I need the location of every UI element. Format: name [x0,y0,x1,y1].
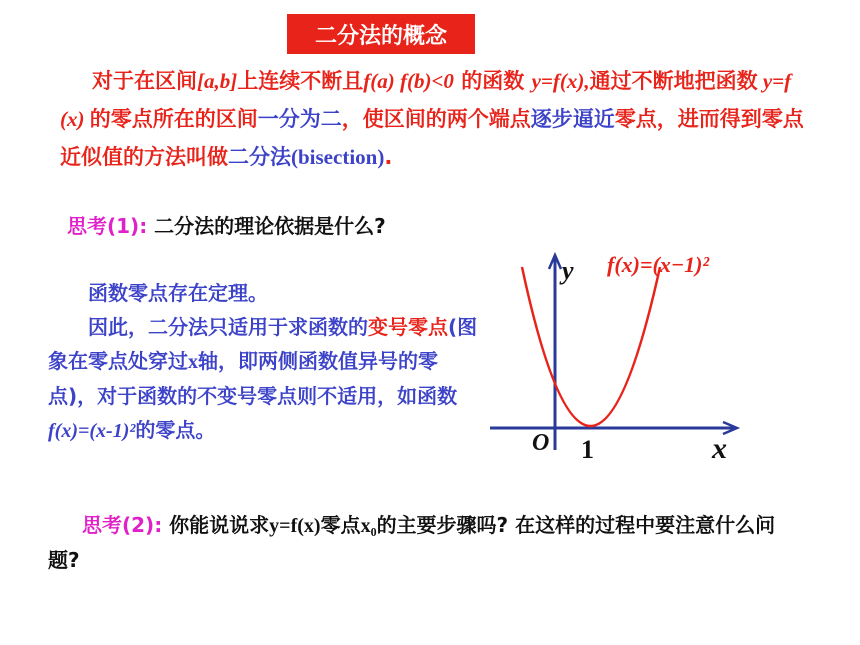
parabola-curve [522,267,660,426]
answer-red-term: 变号零点 [368,315,448,339]
formula-label: f(x)=(x−1)² [607,252,710,277]
think2-label: 思考(2): [82,513,163,537]
answer-line-1: 函数零点存在定理。 [88,281,268,305]
x-axis-label: x [712,432,727,465]
def-text-6: ，使区间的两个端点 [341,107,531,131]
tick-label-1: 1 [581,435,594,464]
def-end: . [384,145,393,169]
think1-question: 二分法的理论依据是什么? [147,214,386,238]
slide-title: 二分法的概念 [287,14,475,54]
def-function-2: y=f (x) [60,69,792,131]
answer-line-4: 的零点。 [135,418,216,442]
def-text-1: 对于在区间 [92,69,197,93]
def-english-term: (bisection) [291,145,385,169]
def-text-5: 的零点所在的区间 [89,107,258,131]
def-highlight-1: 一分为二 [257,107,342,131]
think-question-1 [67,210,386,239]
think2-text-3: 的主要步骤吗? 在这样的过程中要注意什么问题? [48,513,776,572]
think2-text-1: 你能说说求 [162,513,270,537]
y-axis-label: y [562,256,574,285]
parabola-graph [480,245,750,475]
think2-text-2: 零点 [320,513,361,537]
think1-label: 思考(1): [67,214,148,238]
think-question-2 [48,508,788,577]
def-interval: [a,b] [197,69,238,93]
def-condition: f(a) f(b)<0 [363,69,454,93]
def-text-3: 的函数 [453,69,532,93]
think2-function: y=f(x) [269,515,321,537]
def-text-7: 零点，进而得到零点近似值的方法叫做 [60,107,804,169]
def-text-4: 通过不断地把函数 [589,69,758,93]
def-text-2: 上连续不断且 [237,69,364,93]
answer-x: x [188,351,198,373]
definition-paragraph [60,62,820,176]
answer-line-2: 因此，二分法只适用于求函数的 [88,315,368,339]
def-highlight-3: 二分法 [228,145,291,169]
def-function: y=f(x), [531,69,590,93]
answer-paragraph [48,276,478,448]
origin-label: O [532,430,550,456]
answer-line-3b: 轴，即两侧函数值异号的零点)，对于函数的不变号零点则不适用，如函数 [48,349,458,408]
answer-function: f(x)=(x-1)² [48,420,136,442]
def-highlight-2: 逐步逼近 [530,107,615,131]
answer-line-3a: (图象在零点处穿过 [48,315,478,373]
think2-x0: x₀ [360,515,377,537]
